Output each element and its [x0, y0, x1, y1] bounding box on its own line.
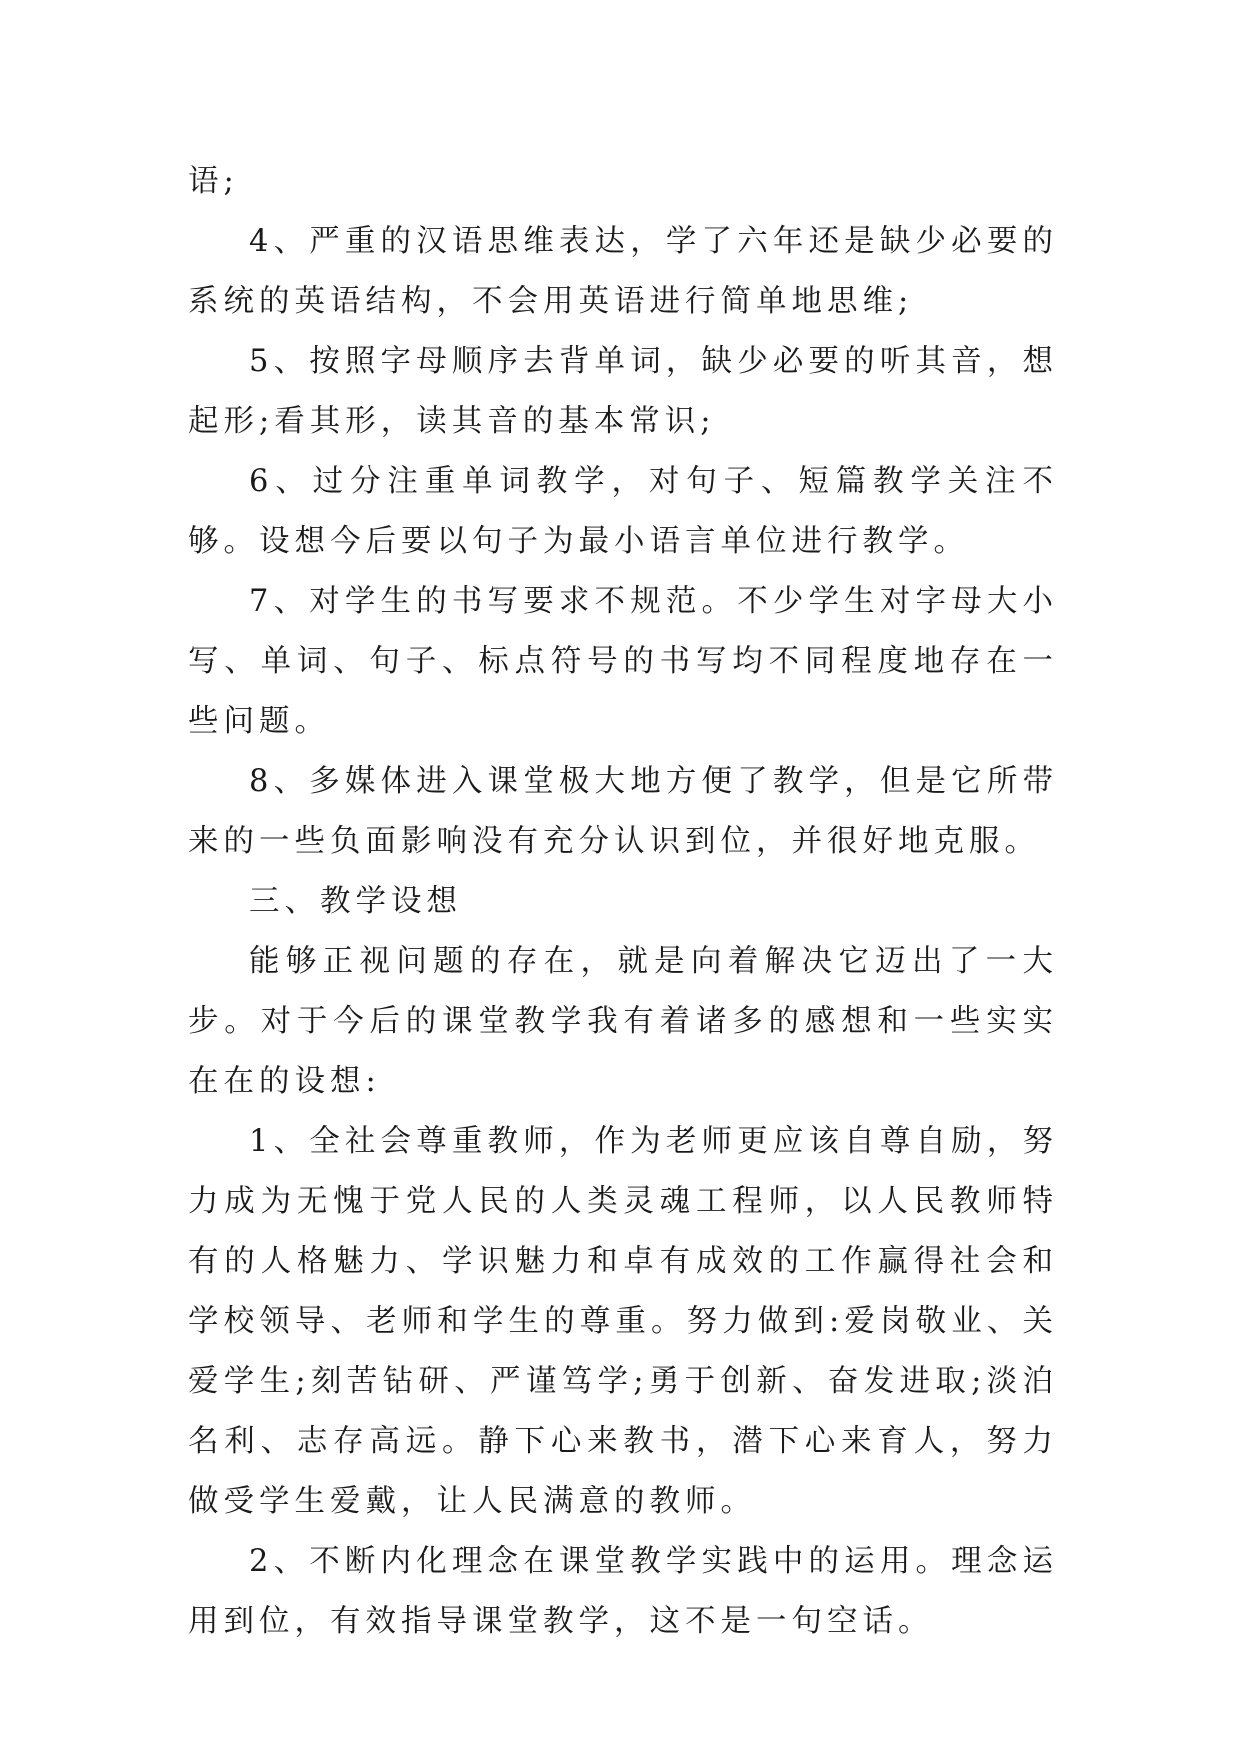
paragraph-continuation: 语;: [188, 164, 239, 199]
paragraph-item-5: 5、按照字母顺序去背单词，缺少必要的听其音，想起形;看其形，读其音的基本常识;: [188, 344, 1058, 439]
document-body: [188, 152, 1058, 1652]
paragraph-item-6: 6、过分注重单词教学，对句子、短篇教学关注不够。设想今后要以句子为最小语言单位进行教学。: [188, 464, 1058, 559]
section-heading: 三、教学设想: [249, 884, 462, 919]
paragraph-item-7: 7、对学生的书写要求不规范。不少学生对字母大小写、单词、句子、标点符号的书写均不同程度地存在一些问题。: [188, 584, 1058, 739]
paragraph-point-2: 2、不断内化理念在课堂教学实践中的运用。理念运用到位，有效指导课堂教学，这不是一句空话。: [188, 1544, 1058, 1639]
paragraph-intro: 能够正视问题的存在，就是向着解决它迈出了一大步。对于今后的课堂教学我有着诸多的感想和一些实实在在的设想:: [188, 944, 1058, 1099]
paragraph-point-1: 1、全社会尊重教师，作为老师更应该自尊自励，努力成为无愧于党人民的人类灵魂工程师，以人民教师特有的人格魅力、学识魅力和卓有成效的工作赢得社会和学校领导、老师和学生的尊重。努力做到:爱岗敬业、关爱学生;刻苦钻研、严谨笃学;勇于创新、奋发进取;淡泊名利、志存高远。静下心来教书，潜下心来育人，努力做受学生爱戴，让人民满意的教师。: [188, 1124, 1058, 1519]
paragraph-item-4: 4、严重的汉语思维表达，学了六年还是缺少必要的系统的英语结构，不会用英语进行简单地思维;: [188, 224, 1058, 319]
paragraph-item-8: 8、多媒体进入课堂极大地方便了教学，但是它所带来的一些负面影响没有充分认识到位，并很好地克服。: [188, 764, 1058, 859]
